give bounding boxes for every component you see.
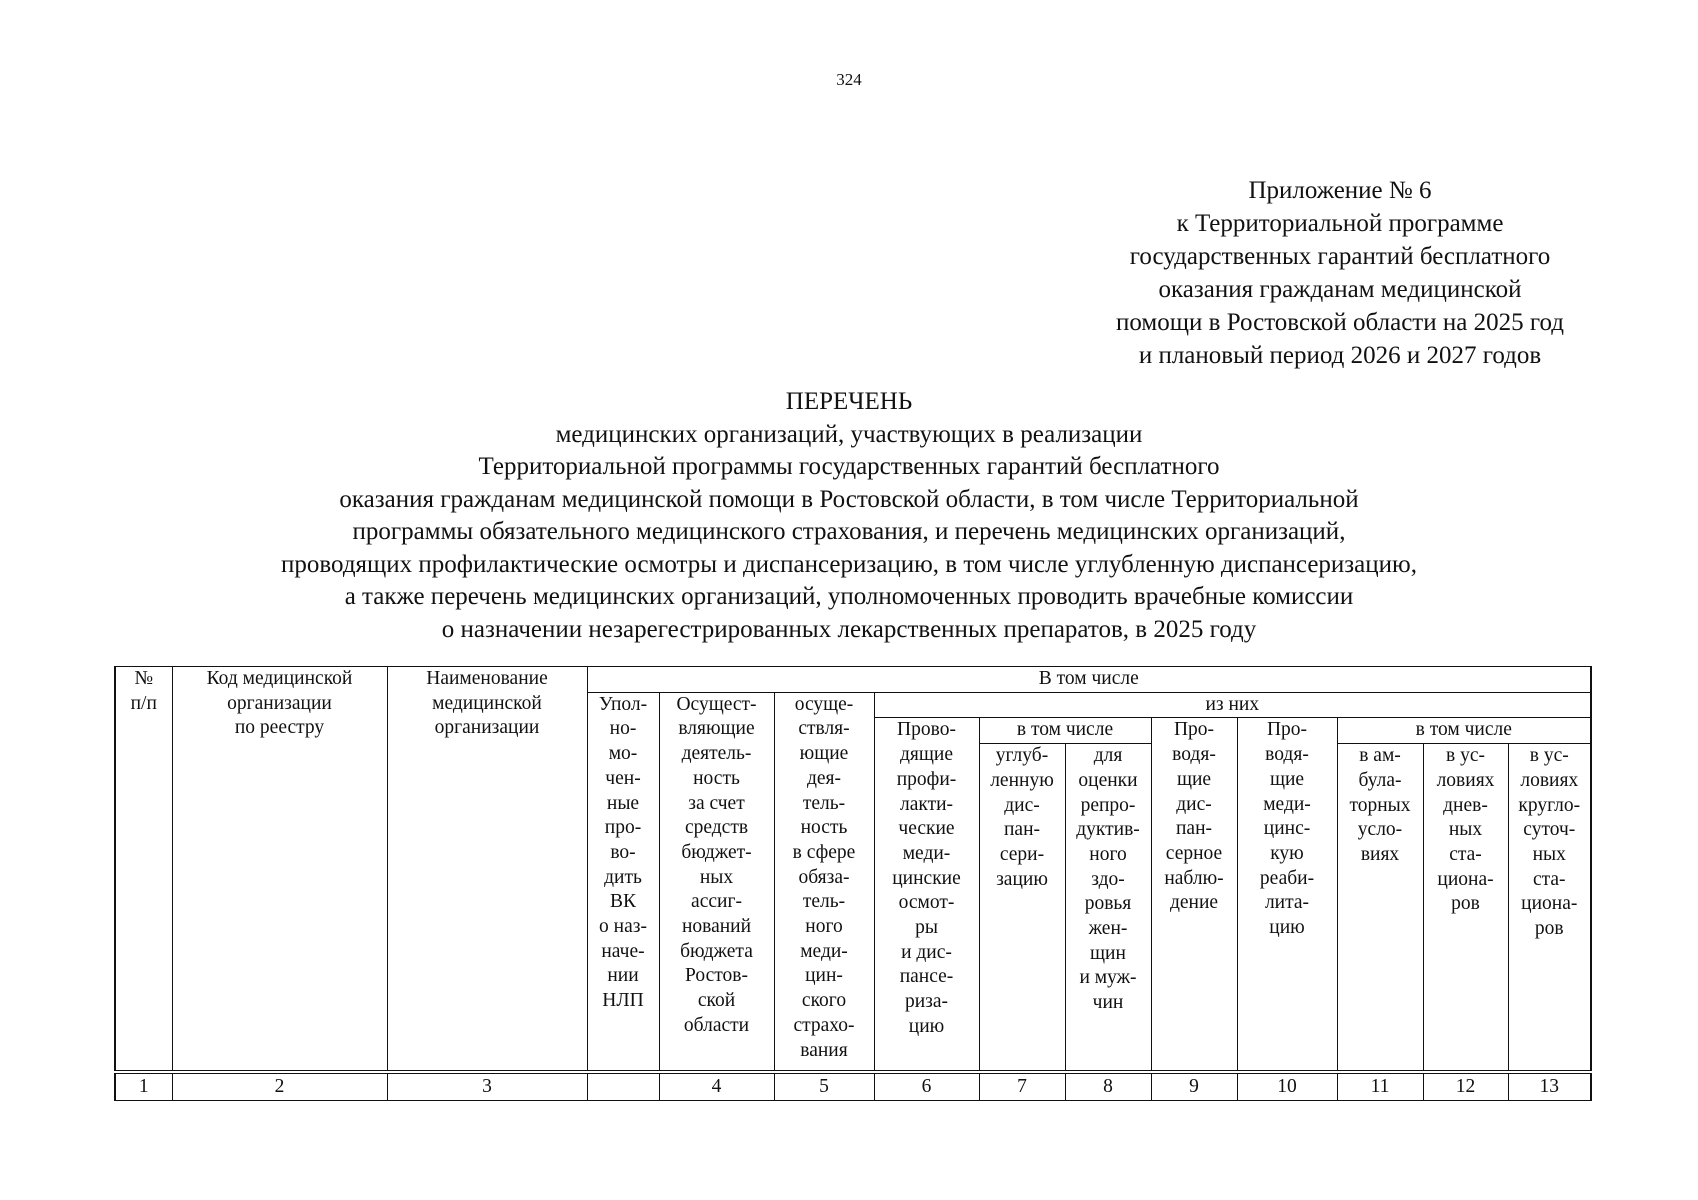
column-number: 11	[1337, 1072, 1423, 1101]
header-including-2: в том числе	[979, 718, 1151, 744]
column-numbers-row	[115, 1072, 1591, 1101]
header-of-them: из них	[874, 692, 1591, 718]
column-number: 7	[979, 1072, 1065, 1101]
header-including: В том числе	[587, 667, 1591, 693]
organizations-table	[114, 666, 1592, 1101]
header-medical-rehab: Про- водя- щие меди- цинс- кую реаби- лита- цию	[1237, 718, 1337, 1072]
column-number: 5	[774, 1072, 874, 1101]
title-line: программы обязательного медицинского страхования, и перечень медицинских организаций,	[352, 518, 1346, 545]
page-number: 324	[836, 70, 862, 89]
column-number: 12	[1423, 1072, 1508, 1101]
document-title	[100, 386, 1598, 646]
title-heading: ПЕРЕЧЕНЬ	[785, 388, 913, 415]
title-line: а также перечень медицинских организаций, уполномоченных проводить врачебные комиссии	[344, 583, 1354, 610]
header-day-hospital: в ус- ловиях днев- ных ста- циона- ров	[1423, 744, 1508, 1072]
appendix-block	[1060, 174, 1620, 372]
column-number: 13	[1508, 1072, 1591, 1101]
column-number: 2	[172, 1072, 387, 1101]
column-number: 4	[659, 1072, 774, 1101]
column-number	[587, 1072, 659, 1101]
column-number: 9	[1151, 1072, 1237, 1101]
header-round-the-clock-hospital: в ус- ловиях кругло- суточ- ных ста- циона- ров	[1508, 744, 1591, 1072]
column-number: 6	[874, 1072, 979, 1101]
title-line: Территориальной программы государственных гарантий бесплатного	[478, 453, 1220, 480]
appendix-line: государственных гарантий бесплатного	[1129, 243, 1551, 270]
column-number: 1	[115, 1072, 172, 1101]
header-org-name: Наименование медицинской организации	[387, 667, 587, 1072]
title-line: о назначении незарегестрированных лекарственных препаратов, в 2025 году	[441, 615, 1257, 643]
appendix-line: и плановый период 2026 и 2027 годов	[1138, 342, 1542, 369]
title-line: оказания гражданам медицинской помощи в Ростовской области, в том числе Территориальной	[339, 485, 1359, 513]
header-num: № п/п	[115, 667, 172, 1072]
appendix-line: помощи в Ростовской области на 2025 год	[1116, 309, 1564, 336]
appendix-line: оказания гражданам медицинской	[1158, 276, 1522, 303]
header-ambulatory: в ам- була- торных усло- виях	[1337, 744, 1423, 1072]
column-number: 8	[1065, 1072, 1151, 1101]
header-dispensary-observation: Про- водя- щие дис- пан- серное наблю- дение	[1151, 718, 1237, 1072]
header-deep-dispensarization: углуб- ленную дис- пан- сери- зацию	[979, 744, 1065, 1072]
header-budget-funded: Осущест- вляющие деятель- ность за счет средств бюджет- ных ассиг- нований бюджета Ростов- ской области	[659, 692, 774, 1071]
header-oms-activity: осуще- ствля- ющие дея- тель- ность в сфере обяза- тель- ного меди- цин- ского страхо- вания	[774, 692, 874, 1071]
column-number: 3	[387, 1072, 587, 1101]
header-org-code: Код медицинской организации по реестру	[172, 667, 387, 1072]
appendix-line: Приложение № 6	[1248, 177, 1432, 204]
header-preventive-exams: Прово- дящие профи- лакти- ческие меди- цинские осмот- ры и дис- пансе- риза- цию	[874, 718, 979, 1072]
appendix-line: к Территориальной программе	[1176, 210, 1504, 237]
header-including-3: в том числе	[1337, 718, 1591, 744]
header-authorized-vk: Упол- но- мо- чен- ные про- во- дить ВК о наз- наче- нии НЛП	[587, 692, 659, 1071]
title-line: проводящих профилактические осмотры и диспансеризацию, в том числе углубленную диспансеризацию,	[281, 550, 1417, 578]
title-line: медицинских организаций, участвующих в реализации	[555, 420, 1143, 448]
header-reproductive-health: для оценки репро- дуктив- ного здо- ровья жен- щин и муж- чин	[1065, 744, 1151, 1072]
column-number: 10	[1237, 1072, 1337, 1101]
